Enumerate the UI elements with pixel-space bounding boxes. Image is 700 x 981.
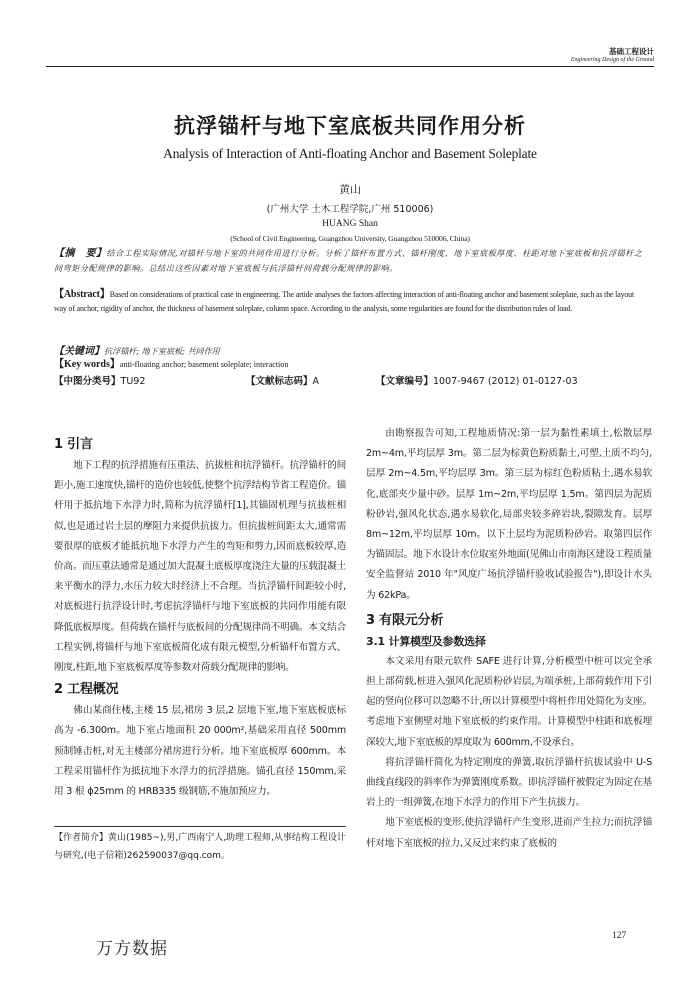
article-no-value: 1007-9467 (2012) 01-0127-03 bbox=[433, 376, 578, 387]
abstract-cn bbox=[54, 246, 648, 275]
doc-code-value: A bbox=[312, 376, 320, 387]
author-name-en: HUANG Shan bbox=[322, 219, 378, 229]
left-column bbox=[54, 434, 346, 802]
paper-title: 抗浮锚杆与地下室底板共同作用分析 bbox=[174, 114, 526, 138]
article-number bbox=[376, 373, 578, 387]
author-affiliation-en: (School of Civil Engineering, Guangzhou University, Guangzhou 510006, China) bbox=[230, 234, 470, 243]
geology-paragraph: 由勘察报告可知,工程地质情况:第一层为黏性素填土,松散层厚 2m~4m,平均层厚 3m。第二层为棕黄色粉质黏土,可塑,土质不均匀,层厚 2m~4.5m,平均层厚 3m。第三层为棕红色粉质粘土,遇水易软化,底部夹少量中砂。层厚 1m~2m,平均层厚 1.5m。第四层为泥质粉砂岩,强风化状态,遇水易软化,局部夹较多碎岩块,裂隙发育。层厚 8m~12m,平均层厚 10m。以下土层均为泥质粉砂岩。取第四层作为锚固层。地下水设计水位取室外地面(见佛山市南海区建设工程质量安全监督站 2010 年"风度广场抗浮锚杆验收试验报告"),即设计水头为 62kPa。 bbox=[366, 428, 652, 601]
section-1-heading: 1 引言 bbox=[54, 437, 93, 452]
keywords-en-text: anti-floating anchor; basement soleplate; interaction bbox=[119, 360, 289, 369]
keywords-cn-label: 【关键词】 bbox=[54, 346, 104, 357]
article-no-label: 【文章编号】 bbox=[376, 376, 434, 387]
doc-code-label: 【文献标志码】 bbox=[246, 376, 313, 387]
wanfang-watermark: 万方数据 bbox=[96, 939, 168, 959]
section-1-paragraph: 地下工程的抗浮措施有压重法、抗拔桩和抗浮锚杆。抗浮锚杆的间距小,施工速度快,锚杆的造价也较低,使整个抗浮结构节省工程造价。锚杆用于抵抗地下水浮力时,简称为抗浮锚杆[1],其锚固机理与抗拔桩相似,也是通过岩土层的摩阻力来提供抗拔力。但抗拔桩间距太大,通常需要很厚的底板才能抵抗地下水浮力产生的弯矩和剪力,因而底板较厚,造价高。而压重法通常是通过加大混凝土底板厚度浇注大量的压载混凝土来平衡水的浮力,水压力较大时经济上不合理。当抗浮锚杆间距较小时,对底板进行抗浮设计时,考虑抗浮锚杆与地下室底板的共同作用能有限降低底板厚度。但荷载在锚杆与底板间的分配规律尚不明确。本文结合工程实例,将锚杆与地下室底板简化成有限元模型,分析锚杆布置方式、刚度,柱距,地下室底板厚度等参数对荷载分配规律的影响。 bbox=[54, 460, 346, 674]
journal-column-title-en: Engineering Design of the Ground bbox=[570, 57, 654, 63]
abstract-en-label: 【Abstract】 bbox=[54, 289, 110, 300]
section-2-heading: 2 工程概况 bbox=[54, 682, 119, 698]
section-3-1-heading: 3.1 计算模型及参数选择 bbox=[366, 634, 486, 648]
author-footnote: 【作者简介】黄山(1985~),男,广西南宁人,助理工程师,从事结构工程设计与研究,(电子信箱)262590037@qq.com。 bbox=[54, 833, 346, 861]
keywords-en bbox=[54, 358, 648, 372]
abstract-en-text: Based on considerations of practical case in engineering. The artide analyses the factors affecting interaction of anti-floating anchor and basement soleplate, such as the layout way of anchor, rigidity of anchor, the thickness of basement soleplate, column space. According to the analysis, some regularities are found for the distribution rules of load. bbox=[54, 290, 634, 314]
author-affiliation: (广州大学 土木工程学院,广州 510006) bbox=[266, 204, 434, 215]
keywords-cn-text: 抗浮锚杆; 地下室底板; 共同作用 bbox=[104, 346, 220, 356]
article-meta bbox=[54, 373, 648, 389]
journal-column-title: 基础工程设计 bbox=[609, 47, 654, 56]
clc-number bbox=[54, 373, 145, 387]
author-name: 黄山 bbox=[339, 183, 361, 196]
footnote-rule bbox=[54, 826, 346, 827]
section-3-heading: 3 有限元分析 bbox=[366, 612, 444, 628]
deformation-paragraph: 地下室底板的变形,使抗浮锚杆产生变形,进而产生拉力;而抗浮锚杆对地下室底板的拉力,又反过来约束了底板的 bbox=[366, 817, 652, 849]
keywords-cn bbox=[54, 344, 648, 359]
page-number: 127 bbox=[612, 931, 627, 941]
clc-value: TU92 bbox=[120, 376, 146, 387]
doc-code bbox=[246, 373, 319, 387]
keywords-en-label: 【Key words】 bbox=[54, 359, 120, 370]
abstract-cn-text: 结合工程实际情况,对锚杆与地下室的共同作用进行分析。分析了锚杆布置方式、锚杆刚度、地下室底板厚度、柱距对地下室底板和抗浮锚杆之间弯矩分配规律的影响。总结出这些因素对地下室底板与抗浮锚杆间荷载分配规律的影响。 bbox=[54, 248, 643, 274]
abstract-en bbox=[54, 288, 648, 316]
header-rule bbox=[46, 66, 654, 67]
right-column bbox=[366, 424, 652, 854]
model-paragraph: 本文采用有限元软件 SAFE 进行计算,分析模型中桩可以完全承担上部荷载,桩进入强风化泥质粉砂岩层,为端承桩,上部荷载作用下引起的竖向位移可以忽略不计,所以计算模型中将桩作用处简化为支座。考虑地下室侧壁对地下室底板的约束作用。计算模型中柱距和底板埋深较大,地下室底板的厚度取为 600mm,不设承台。 bbox=[366, 655, 652, 748]
paper-title-en: Analysis of Interaction of Anti-floating Anchor and Basement Soleplate bbox=[163, 146, 537, 161]
section-2-paragraph: 佛山某商住楼,主楼 15 层,裙房 3 层,2 层地下室,地下室底板底标高为 -6.300m。地下室占地面积 20 000m²,基础采用直径 500mm 预制锤击桩,对无主楼部分裙房进行分析。地下室底板厚 600mm。本工程采用锚杆作为抵抗地下水浮力的抗浮措施。锚孔直径 150mm,采用 3 根 ϕ25mm 的 HRB335 级钢筋,不施加预应力。 bbox=[54, 705, 346, 798]
anchor-spring-paragraph: 将抗浮锚杆简化为特定刚度的弹簧,取抗浮锚杆抗拔试验中 U-S 曲线直线段的斜率作为弹簧刚度系数。即抗浮锚杆被假定为固定在基岩上的一组弹簧,在地下水浮力的作用下产生抗拔力。 bbox=[366, 756, 652, 809]
clc-label: 【中图分类号】 bbox=[54, 376, 121, 387]
abstract-cn-label: 【摘 要】 bbox=[54, 248, 107, 259]
